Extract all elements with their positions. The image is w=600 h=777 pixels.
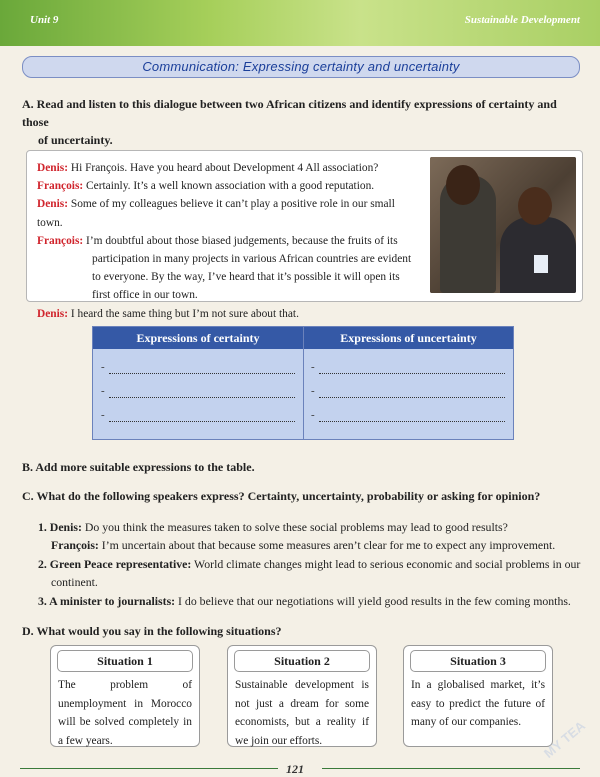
dialogue-line xyxy=(37,232,422,250)
item-text: I’m uncertain about that because some measures aren’t clear for me to expect any improvement. xyxy=(98,538,556,553)
item-text: Do you think the measures taken to solve these social problems may lead to good results? xyxy=(81,520,508,534)
dialogue-utterance: Some of my colleagues believe it can’t play a positive role in our small town. xyxy=(37,198,395,229)
table-bullet: - xyxy=(311,409,315,421)
dialogue-line xyxy=(37,268,422,286)
watermark-stamp xyxy=(540,718,600,774)
col-uncertainty-header: Expressions of uncertainty xyxy=(340,331,477,345)
answer-line[interactable] xyxy=(319,397,505,398)
speaker-name: Denis: xyxy=(37,307,69,320)
dialogue-utterance: participation in many projects in various African countries are evident xyxy=(92,253,412,266)
lesson-banner xyxy=(22,56,580,78)
footer-rule-left xyxy=(20,768,278,769)
dialogue-utterance: I’m doubtful about those biased judgements, because the fruits of its xyxy=(83,234,398,247)
section-d-instruction: D. What would you say in the following situations? xyxy=(22,624,282,638)
answer-line[interactable] xyxy=(109,373,295,374)
dialogue-line xyxy=(37,305,422,323)
item-label: 1. Denis: xyxy=(38,520,82,534)
item-text: continent. xyxy=(51,575,98,590)
expressions-table xyxy=(92,326,514,440)
section-b-instruction: B. Add more suitable expressions to the table. xyxy=(22,460,255,474)
watermark-text: MY TEA xyxy=(540,718,588,761)
dialogue-utterance: to everyone. By the way, I’ve heard that it’s possible it will open its xyxy=(92,271,400,284)
situation-card-1 xyxy=(50,645,200,747)
unit-topic: Sustainable Development xyxy=(464,14,580,26)
situation-text: In a globalised market, it’s easy to predict the future of many of our companies. xyxy=(411,679,545,728)
situation-card-3 xyxy=(403,645,553,747)
item-label: François: xyxy=(51,538,99,553)
table-bullet: - xyxy=(101,385,105,397)
list-item xyxy=(38,592,586,610)
table-bullet: - xyxy=(101,361,105,373)
dialogue-line xyxy=(37,250,422,268)
item-text: I do believe that our negotiations will yield good results in the few coming months. xyxy=(175,593,571,608)
section-c-instruction: C. What do the following speakers express? Certainty, uncertainty, probability or asking for opinion? xyxy=(22,489,541,503)
item-text: World climate changes might lead to serious economic and social problems in our xyxy=(191,556,581,571)
section-a-instruction xyxy=(22,95,582,149)
unit-header-bar xyxy=(0,0,600,46)
item-label: 3. A minister to journalists: xyxy=(38,593,176,608)
answer-line[interactable] xyxy=(109,397,295,398)
answer-line[interactable] xyxy=(319,421,505,422)
speaker-name: François: xyxy=(37,180,84,193)
list-item xyxy=(38,573,586,591)
situation-title: Situation 1 xyxy=(57,650,193,672)
dialogue-utterance: Hi François. Have you heard about Development 4 All association? xyxy=(68,162,379,174)
situation-text: The problem of unemployment in Morocco will be solved completely in a few years. xyxy=(58,679,192,747)
dialogue-utterance: first office in our town. xyxy=(92,289,198,302)
answer-line[interactable] xyxy=(319,373,505,374)
col-certainty-header: Expressions of certainty xyxy=(136,331,260,345)
unit-label: Unit 9 xyxy=(30,14,59,26)
situation-title: Situation 3 xyxy=(410,650,546,672)
dialogue-line xyxy=(37,159,422,177)
speaker-name: Denis: xyxy=(37,162,69,174)
list-item xyxy=(38,536,586,554)
speaker-name: François: xyxy=(37,234,84,247)
dialogue-line xyxy=(37,286,422,304)
item-label: 2. Green Peace representative: xyxy=(38,556,192,571)
lesson-title: Communication: Expressing certainty and uncertainty xyxy=(142,59,460,74)
section-c-items xyxy=(38,518,586,610)
dialogue-line xyxy=(37,195,422,231)
table-bullet: - xyxy=(311,385,315,397)
list-item xyxy=(38,555,586,573)
situation-text: Sustainable development is not just a dream for some economists, but a reality if we join our efforts. xyxy=(235,679,369,747)
situation-title: Situation 2 xyxy=(234,650,370,672)
dialogue-line xyxy=(37,177,422,195)
table-bullet: - xyxy=(101,409,105,421)
dialogue-utterance: Certainly. It’s a well known association with a good reputation. xyxy=(83,180,375,193)
table-bullet: - xyxy=(311,361,315,373)
answer-line[interactable] xyxy=(109,421,295,422)
section-a-line2: of uncertainty. xyxy=(38,133,113,147)
page-number: 121 xyxy=(286,762,304,776)
list-item xyxy=(38,518,586,536)
dialogue-text xyxy=(37,159,422,323)
section-a-line1: A. Read and listen to this dialogue between two African citizens and identify expressions of certainty and those xyxy=(22,97,557,129)
dialogue-box xyxy=(26,150,583,320)
photo-two-citizens xyxy=(430,157,576,293)
speaker-name: Denis: xyxy=(37,198,69,211)
situation-card-2 xyxy=(227,645,377,747)
dialogue-utterance: I heard the same thing but I’m not sure about that. xyxy=(68,307,299,320)
